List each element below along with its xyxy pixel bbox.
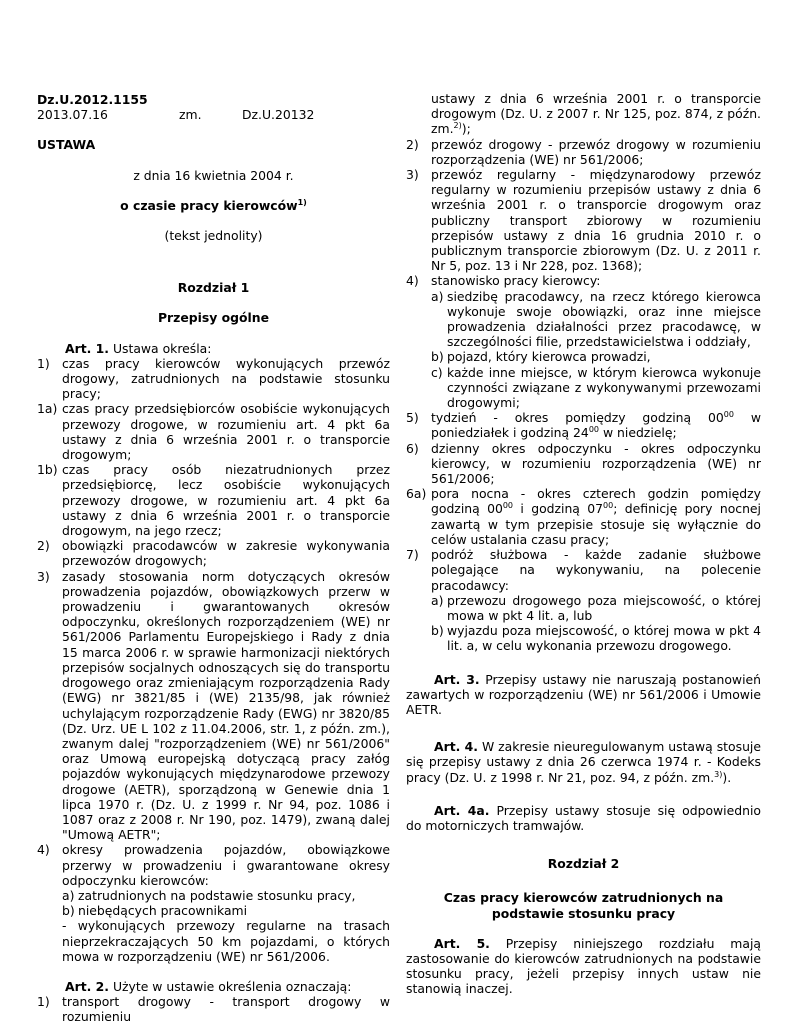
item-number: 2) <box>406 136 419 152</box>
article-2-item-1-start <box>37 994 390 1024</box>
article-2-item-5 <box>406 410 761 440</box>
article-5-text: Przepisy niniejszego rozdziału mają zastosowanie do kierowców zatrudnionych na podstawie stosunku pracy, jeżeli przepisy innych ustaw nie stanowią inaczej. <box>406 935 761 997</box>
chapter-2-title: Czas pracy kierowców zatrudnionych na podstawie stosunku pracy <box>443 890 724 921</box>
item-number: 4) <box>37 842 50 858</box>
sub-item <box>431 365 761 411</box>
article-2-intro-text: Użyte w ustawie określenia oznaczają: <box>112 978 352 994</box>
article-1-intro-text: Ustawa określa: <box>112 340 212 356</box>
act-type: USTAWA <box>37 137 96 153</box>
sub-item <box>62 903 390 918</box>
article-1-label: Art. 1. <box>65 340 109 356</box>
item-number: 6) <box>406 440 419 456</box>
sub-item-letter: b) <box>431 623 444 639</box>
article-3 <box>406 672 761 718</box>
act-title <box>37 198 390 213</box>
article-2-item-7-subitems <box>406 593 761 654</box>
item-number: 1b) <box>37 462 58 478</box>
article-2-item <box>406 273 761 288</box>
article-2-item <box>406 137 761 167</box>
footnote-marker: 2) <box>453 121 462 131</box>
article-4a <box>406 803 761 833</box>
amendment-label: zm. <box>179 107 202 123</box>
sub-item <box>431 349 761 364</box>
text-part: i godziną 07 <box>513 501 604 517</box>
chapter-1-title: Przepisy ogólne <box>157 310 270 326</box>
sub-item <box>62 888 390 903</box>
item-number: 1a) <box>37 401 58 417</box>
sub-item-letter: a) <box>62 887 75 903</box>
item-text: czas pracy osób niezatrudnionych przez przedsiębiorcę, lecz osobiście wykonujących przewozy drogowe, w rozumieniu art. 4 pkt 6a ustawy z dnia 6 września 2001 r. o transporcie drogowym, na jego rzecz; <box>62 462 390 539</box>
article-4-text-end: ). <box>722 769 732 785</box>
item-text: przewóz drogowy - przewóz drogowy w rozumieniu rozporządzenia (WE) nr 561/2006; <box>431 136 761 167</box>
article-5 <box>406 936 761 997</box>
article-2-label: Art. 2. <box>65 978 109 994</box>
article-2-intro <box>37 979 390 994</box>
article-2-item-6a <box>406 486 761 547</box>
article-1-item <box>37 401 390 462</box>
act-date: z dnia 16 kwietnia 2004 r. <box>133 167 294 183</box>
article-1-item-4-tail: - wykonujących przewozy regularne na trasach nieprzekraczających 50 km pojazdami, o których mowa w rozporządzeniu (WE) nr 561/2006. <box>62 918 390 964</box>
item-number: 7) <box>406 547 419 563</box>
act-title-footnote: 1) <box>297 197 307 207</box>
item-number: 3) <box>406 167 419 183</box>
sub-item-letter: a) <box>431 288 444 304</box>
sub-item-letter: b) <box>431 349 444 365</box>
article-5-label: Art. 5. <box>434 935 490 951</box>
journal-reference: Dz.U.2012.1155 <box>37 92 148 107</box>
sub-item <box>431 593 761 623</box>
chapter-1-number: Rozdział 1 <box>177 280 250 296</box>
article-4a-text: Przepisy ustawy stosuje się odpowiednio do motorniczych tramwajów. <box>406 802 761 833</box>
sub-item <box>431 289 761 350</box>
superscript: 00 <box>502 501 514 511</box>
consolidation-date: 2013.07.16 <box>37 107 108 123</box>
article-2-item-1-continuation <box>406 91 761 137</box>
article-1-intro <box>37 341 390 356</box>
item-text: okresy prowadzenia pojazdów, obowiązkowe przerwy w prowadzeniu i gwarantowane okresy odpoczynku kierowców: <box>62 842 390 888</box>
item-number: 1) <box>37 355 50 371</box>
article-1-item <box>37 842 390 888</box>
superscript: 00 <box>588 425 600 435</box>
sub-item-letter: c) <box>431 364 443 380</box>
text-part: ; definicję pory nocnej zawartą w tym przepisie stosuje się wyłącznie do celów ustalania czasu pracy; <box>431 501 762 547</box>
footnote-marker: 3) <box>714 769 723 779</box>
sub-item-text: wyjazdu poza miejscowość, o której mowa w pkt 4 lit. a, w celu wykonania przewozu drogowego. <box>447 623 761 654</box>
right-column <box>406 91 761 997</box>
item-text: czas pracy kierowców wykonujących przewóz drogowy, zatrudnionych na podstawie stosunku pracy; <box>62 355 390 402</box>
sub-item-text: przewozu drogowego poza miejscowość, o której mowa w pkt 4 lit. a, lub <box>447 592 761 623</box>
item-text: stanowisko pracy kierowcy: <box>431 273 601 289</box>
text-part: pora nocna - okres czterech godzin pomiędzy godziną 00 <box>431 486 761 517</box>
article-1-item <box>37 538 390 568</box>
superscript: 00 <box>603 501 614 511</box>
item-text: podróż służbowa - każde zadanie służbowe polegające na wykonywaniu, na polecenie pracodawcy: <box>431 547 761 593</box>
article-4-text: W zakresie nieuregulowanym ustawą stosuje się przepisy ustawy z dnia 26 czerwca 1974 r. - Kodeks pracy (Dz. U. z 1998 r. Nr 21, poz. 94, z późn. zm. <box>406 739 761 785</box>
item-text: obowiązki pracodawców w zakresie wykonywania przewozów drogowych; <box>62 538 390 569</box>
article-4 <box>406 739 761 785</box>
article-2-item-7 <box>406 547 761 593</box>
item-number: 5) <box>406 410 419 426</box>
text-part: w niedzielę; <box>599 425 677 441</box>
sub-item-letter: b) <box>62 903 75 919</box>
article-1-item-4-subitems <box>37 888 390 964</box>
item-text: czas pracy przedsiębiorców osobiście wykonujących przewozy drogowe, w rozumieniu art. 4 pkt 6a ustawy z dnia 6 września 2001 r. o transporcie drogowym; <box>62 401 390 463</box>
item-number: 2) <box>37 538 50 554</box>
article-1-item <box>37 462 390 538</box>
amendment-row <box>37 107 390 122</box>
item-number: 1) <box>37 994 50 1010</box>
article-3-label: Art. 3. <box>434 671 480 687</box>
item-number: 3) <box>37 568 50 584</box>
article-4-label: Art. 4. <box>434 739 478 755</box>
item-text: zasady stosowania norm dotyczących okresów prowadzenia pojazdów, obowiązkowych przerw w prowadzeniu i gwarantowanych okresów odpoczynku, określonych rozporządzeniem (WE) nr 561/2006 Parlamentu Europejskiego i Rady z dnia 15 marca 2006 r. w sprawie harmonizacji niektórych przepisów socjalnych odnoszących się do transportu drogowego oraz zmieniającym rozporządzenia Rady (EWG) nr 3821/85 i (WE) 2135/98, jak również uchylającym rozporządzenie Rady (EWG) nr 3820/85 (Dz. Urz. UE L 102 z 11.04.2006, str. 1, z późn. zm.), zwanym dalej "rozporządzeniem (WE) nr 561/2006" oraz Umową europejską dotyczącą pracy załóg pojazdów wykonujących międzynarodowe przewozy drogowe (AETR), sporządzoną w Genewie dnia 1 lipca 1970 r. (Dz. U. z 1999 r. Nr 94, poz. 1086 i 1087 oraz z 2008 r. Nr 190, poz. 1479), zwaną dalej "Umową AETR"; <box>62 568 390 843</box>
text-part: tydzień - okres pomiędzy godziną 00 <box>431 410 724 426</box>
sub-item-text: niebędących pracownikami <box>78 903 248 919</box>
article-3-text: Przepisy ustawy nie naruszają postanowień zawartych w rozporządzeniu (WE) nr 561/2006 i Umowie AETR. <box>406 671 761 717</box>
article-4a-label: Art. 4a. <box>434 802 490 818</box>
sub-item-text: siedzibę pracodawcy, na rzecz którego kierowca wykonuje swoje obowiązki, oraz inne miejsce prowadzenia działalności przez pracodawcę, w szczególności filie, przedstawicielstwa i oddziały, <box>447 288 761 350</box>
sub-item-text: każde inne miejsce, w którym kierowca wykonuje czynności związane z wykonywanymi przewozami drogowymi; <box>447 364 761 411</box>
sub-item-text: zatrudnionych na podstawie stosunku pracy, <box>78 887 356 903</box>
text-part: w poniedziałek i godziną 24 <box>431 410 761 441</box>
item-text: ustawy z dnia 6 września 2001 r. o transporcie drogowym (Dz. U. z 2007 r. Nr 125, poz. 874, z późn. zm. <box>431 91 761 137</box>
item-text: transport drogowy - transport drogowy w rozumieniu <box>62 994 390 1025</box>
article-1-item <box>37 569 390 843</box>
chapter-2-number: Rozdział 2 <box>547 856 620 872</box>
item-text <box>431 486 761 547</box>
amendment-reference: Dz.U.20132 <box>242 107 315 123</box>
article-2-item-6 <box>406 441 761 487</box>
article-2-item <box>406 167 761 273</box>
consolidated-text-note: (tekst jednolity) <box>164 228 263 244</box>
sub-item-letter: a) <box>431 592 444 608</box>
item-text: przewóz regularny - międzynarodowy przewóz regularny w rozumieniu przepisów ustawy z dnia 6 września 2001 r. o transporcie drogowym oraz publiczny transport zbiorowy w rozumieniu przepisów ustawy z dnia 16 grudnia 2010 r. o publicznym transporcie zbiorowym (Dz. U. z 2011 r. Nr 5, poz. 13 i Nr 228, poz. 1368); <box>431 167 761 274</box>
act-title-text: o czasie pracy kierowców <box>120 197 298 213</box>
item-text-end: ); <box>461 121 471 137</box>
left-column <box>37 92 390 1025</box>
sub-item <box>431 623 761 653</box>
item-text <box>431 410 761 440</box>
item-number: 4) <box>406 273 419 289</box>
item-text: dzienny okres odpoczynku - okres odpoczynku kierowcy, w rozumieniu rozporządzenia (WE) nr 561/2006; <box>431 440 761 487</box>
item-number: 6a) <box>406 486 427 502</box>
article-1-item <box>37 356 390 402</box>
sub-item-text: pojazd, który kierowca prowadzi, <box>447 349 651 365</box>
article-2-item-4-subitems <box>406 289 761 411</box>
superscript: 00 <box>723 410 734 420</box>
